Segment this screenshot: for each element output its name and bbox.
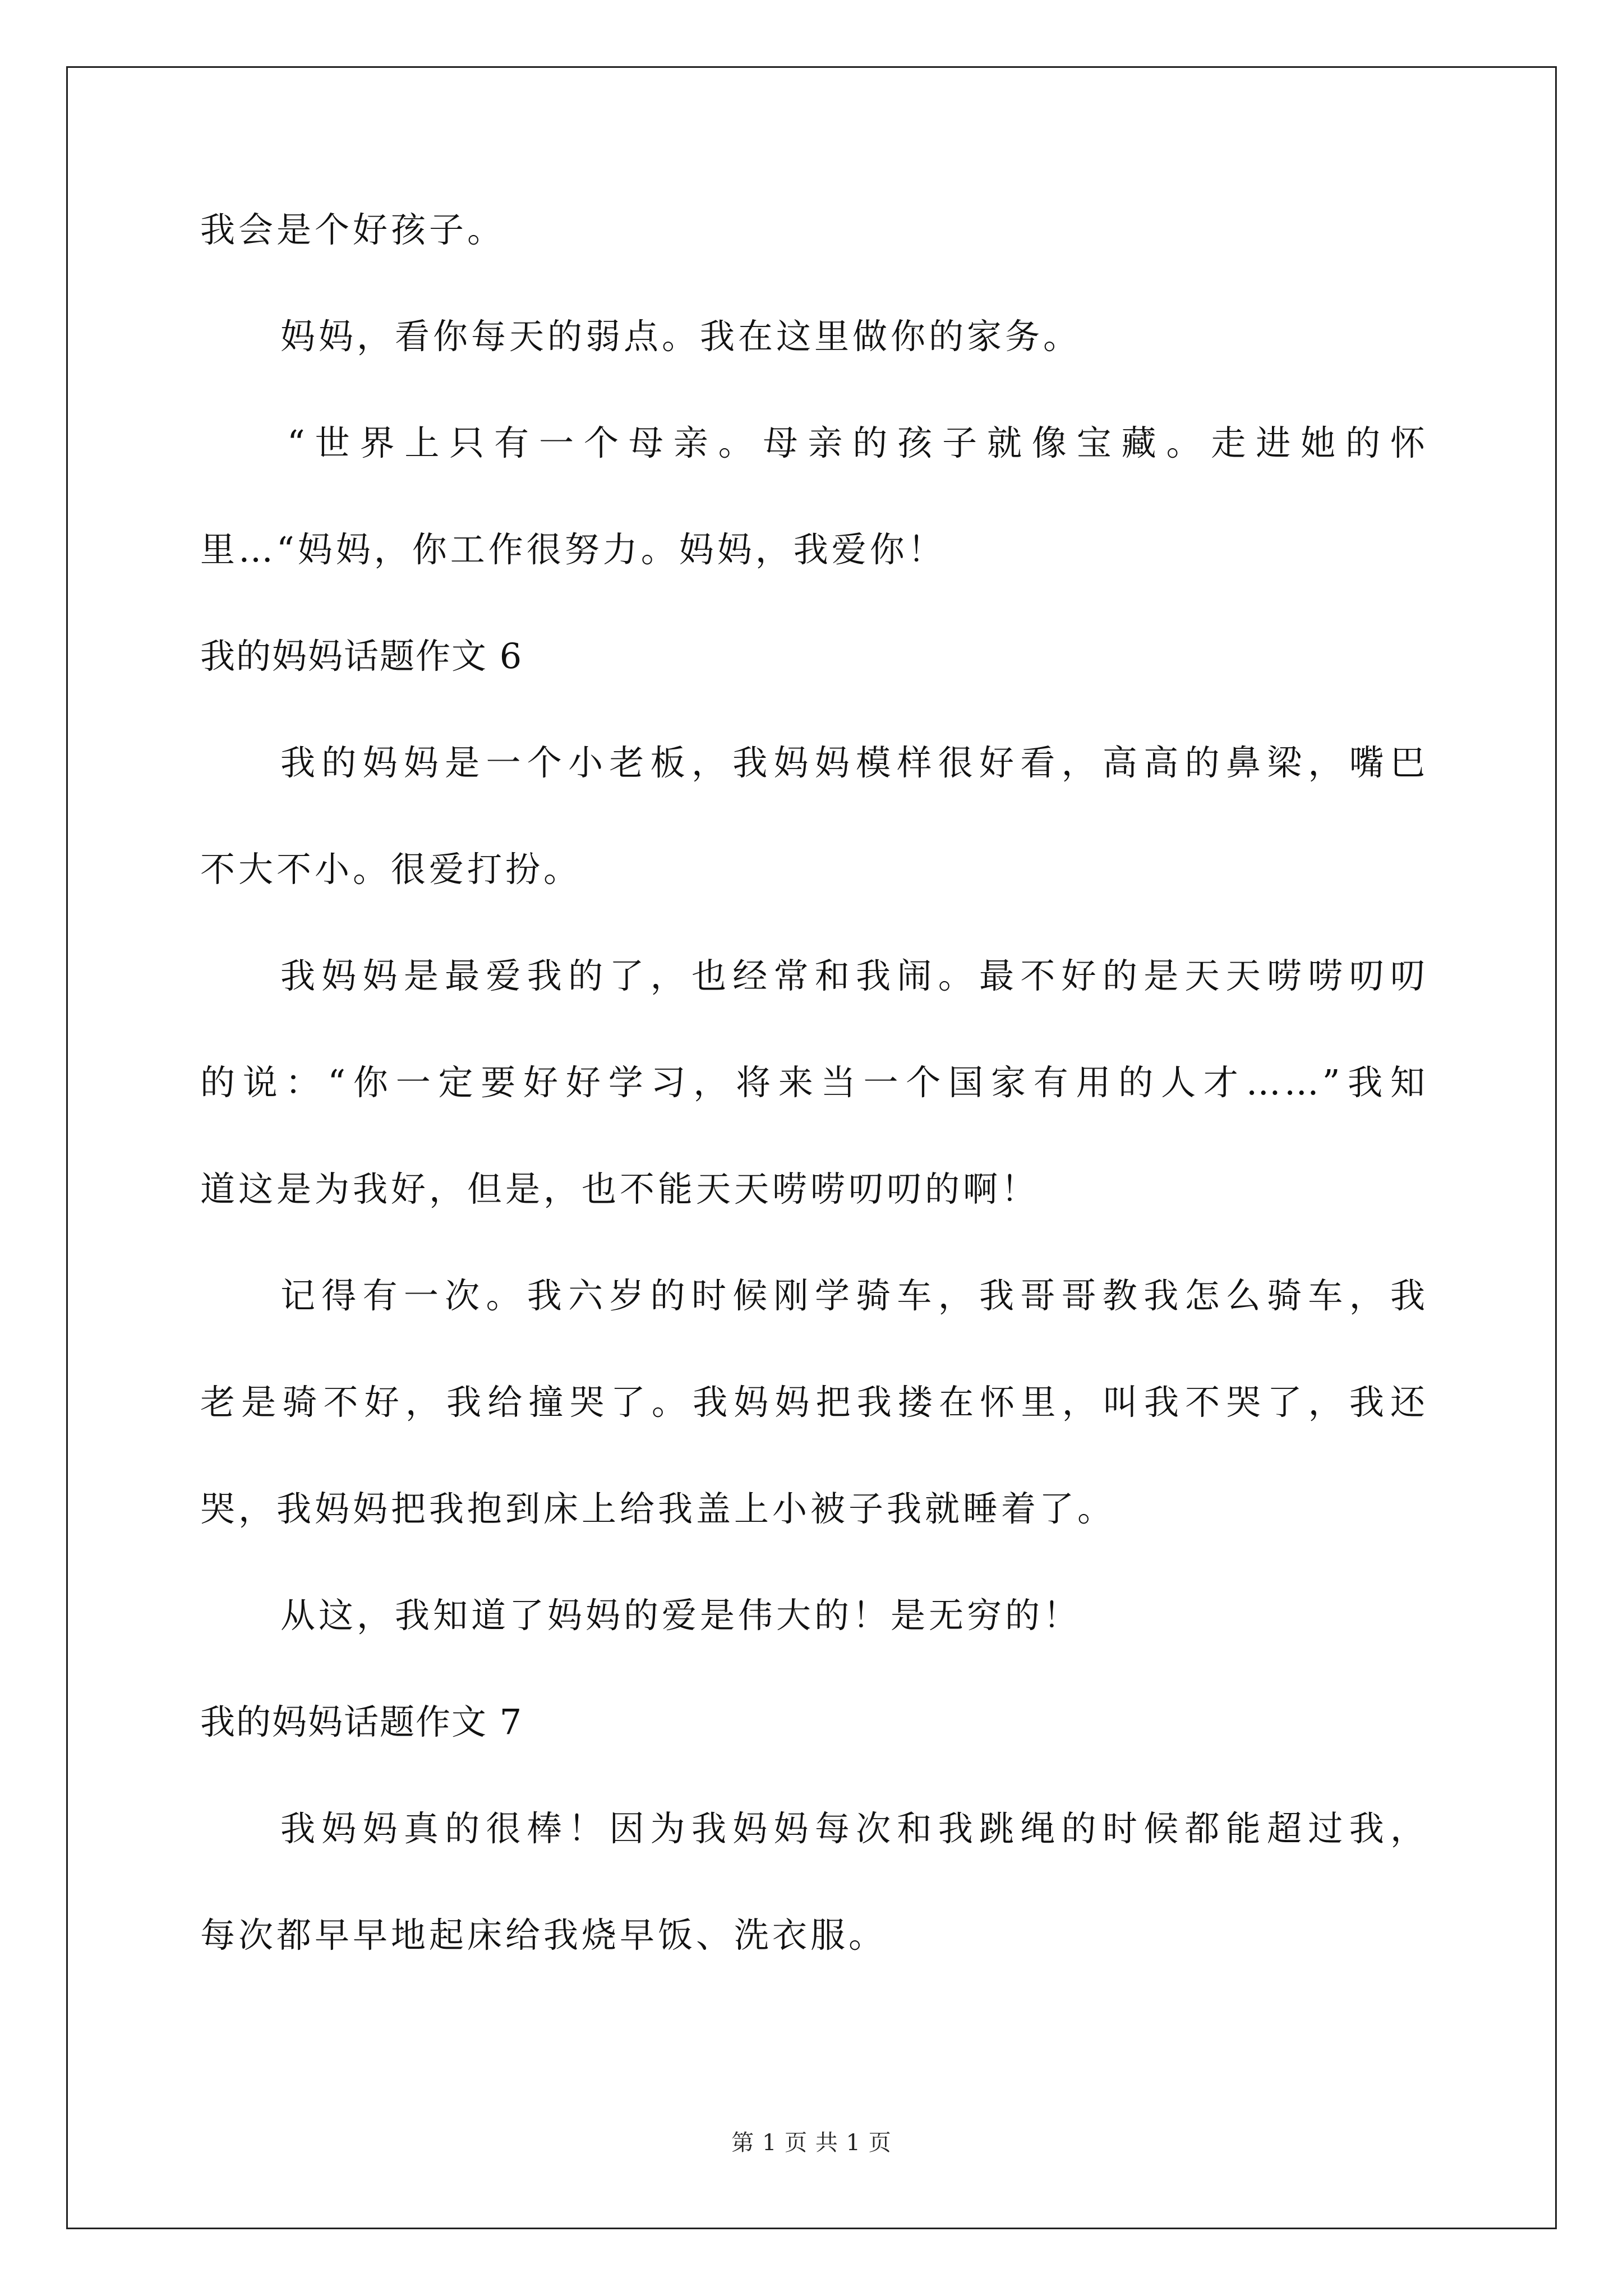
- paragraph-line: 里…“妈妈，你工作很努力。妈妈，我爱你！: [200, 529, 946, 570]
- paragraph-line: 老是骑不好，我给撞哭了。我妈妈把我搂在怀里，叫我不哭了，我还: [200, 1382, 1428, 1423]
- paragraph-line: 的说：“你一定要好好学习，将来当一个国家有用的人才……”我知: [200, 1062, 1428, 1103]
- paragraph-line: 我会是个好孩子。: [200, 209, 506, 250]
- paragraph-line: 妈妈，看你每天的弱点。我在这里做你的家务。: [280, 316, 1082, 357]
- paragraph-line: 哭，我妈妈把我抱到床上给我盖上小被子我就睡着了。: [200, 1488, 1116, 1529]
- paragraph-line: 每次都早早地起床给我烧早饭、洗衣服。: [200, 1915, 887, 1955]
- paragraph-line: 我妈妈真的很棒！因为我妈妈每次和我跳绳的时候都能超过我，: [280, 1808, 1428, 1849]
- paragraph-line: 道这是为我好，但是，也不能天天唠唠叨叨的啊！: [200, 1168, 1040, 1209]
- paragraph-line: “世界上只有一个母亲。母亲的孩子就像宝藏。走进她的怀: [287, 422, 1428, 463]
- section-heading: 我的妈妈话题作文 6: [200, 636, 523, 677]
- paragraph-line: 不大不小。很爱打扮。: [200, 849, 582, 890]
- section-heading: 我的妈妈话题作文 7: [200, 1701, 523, 1742]
- paragraph-line: 从这，我知道了妈妈的爱是伟大的！是无穷的！: [280, 1595, 1082, 1636]
- paragraph-line: 记得有一次。我六岁的时候刚学骑车，我哥哥教我怎么骑车，我: [280, 1275, 1428, 1316]
- page-border: [66, 66, 1557, 2229]
- paragraph-line: 我妈妈是最爱我的了，也经常和我闹。最不好的是天天唠唠叨叨: [280, 955, 1428, 996]
- page-number-footer: 第 1 页 共 1 页: [731, 2130, 892, 2156]
- paragraph-line: 我的妈妈是一个小老板，我妈妈模样很好看，高高的鼻梁，嘴巴: [280, 742, 1428, 783]
